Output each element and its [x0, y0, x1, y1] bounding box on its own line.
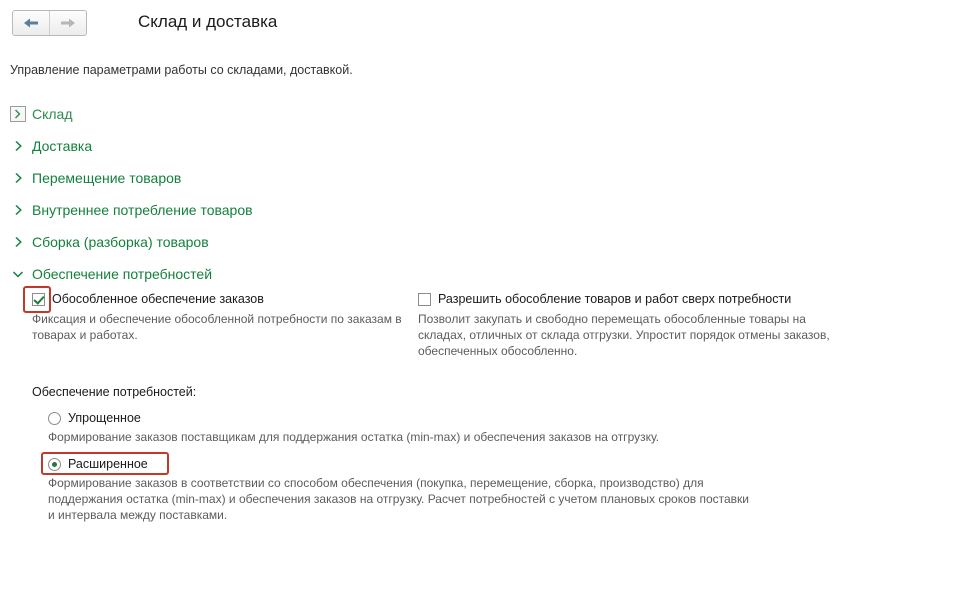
chevron-right-icon — [10, 234, 26, 250]
provision-mode-simple-row[interactable] — [10, 411, 940, 425]
page-title: Склад и доставка — [138, 12, 278, 31]
allow-excess-isolation-label: Разрешить обособление товаров и работ сверх потребности — [438, 292, 792, 306]
settings-sections — [10, 98, 940, 523]
section-label: Внутреннее потребление товаров — [32, 202, 253, 218]
arrow-right-icon — [59, 17, 77, 29]
chevron-down-icon — [10, 266, 26, 282]
section-label: Обеспечение потребностей — [32, 266, 213, 282]
provision-mode-title: Обеспечение потребностей: — [32, 385, 197, 399]
provision-mode-simple-label: Упрощенное — [68, 411, 141, 425]
isolated-provision-hint: Фиксация и обеспечение обособленной потребности по заказам в товарах и работах. — [32, 312, 402, 342]
chevron-right-icon — [10, 202, 26, 218]
allow-excess-isolation-row[interactable] — [418, 292, 840, 307]
chevron-right-icon — [10, 138, 26, 154]
provision-mode-extended-row[interactable] — [10, 457, 940, 471]
provision-mode-extended-label: Расширенное — [68, 457, 148, 471]
provision-mode-extended-radio[interactable] — [48, 458, 61, 471]
sidebar-item-obespechenie-potrebnostey[interactable] — [10, 258, 940, 290]
sidebar-item-peremeshchenie[interactable] — [10, 162, 940, 194]
provision-mode-simple-hint: Формирование заказов поставщикам для поддержания остатка (min-max) и обеспечения заказов на отгрузку. — [48, 430, 660, 444]
provision-mode-extended-hint: Формирование заказов в соответствии со способом обеспечения (покупка, перемещение, сборка, производство) для поддержания остатка (min-max) и обеспечения заказов на отгрузку. Расчет потребностей с учетом плановых сроков поставки и интервала между поставками. — [48, 476, 749, 522]
isolated-provision-row[interactable] — [32, 292, 410, 307]
isolated-provision-checkbox[interactable] — [32, 293, 45, 306]
navigation-buttons — [12, 10, 87, 36]
sidebar-item-sborka[interactable] — [10, 226, 940, 258]
section-label: Сборка (разборка) товаров — [32, 234, 209, 250]
provision-right-column — [410, 292, 840, 359]
provision-left-column — [10, 292, 410, 359]
section-label: Перемещение товаров — [32, 170, 182, 186]
top-bar — [0, 0, 959, 44]
chevron-right-icon — [10, 106, 26, 122]
arrow-left-icon — [22, 17, 40, 29]
section-label: Склад — [32, 106, 73, 122]
sidebar-item-vnutrennee-potreblenie[interactable] — [10, 194, 940, 226]
provision-settings-body — [10, 292, 940, 523]
isolated-provision-label: Обособленное обеспечение заказов — [52, 292, 264, 306]
provision-mode-simple-radio[interactable] — [48, 412, 61, 425]
section-label: Доставка — [32, 138, 93, 154]
allow-excess-isolation-hint: Позволит закупать и свободно перемещать обособленные товары на складах, отличных от склада отгрузки. Упростит порядок отмены заказов, обеспеченных обособленно. — [418, 312, 830, 358]
page-subtitle: Управление параметрами работы со складами, доставкой. — [10, 63, 353, 77]
allow-excess-isolation-checkbox[interactable] — [418, 293, 431, 306]
forward-button[interactable] — [49, 11, 86, 35]
back-button[interactable] — [13, 11, 49, 35]
sidebar-item-sklad[interactable] — [10, 98, 940, 130]
sidebar-item-dostavka[interactable] — [10, 130, 940, 162]
chevron-right-icon — [10, 170, 26, 186]
